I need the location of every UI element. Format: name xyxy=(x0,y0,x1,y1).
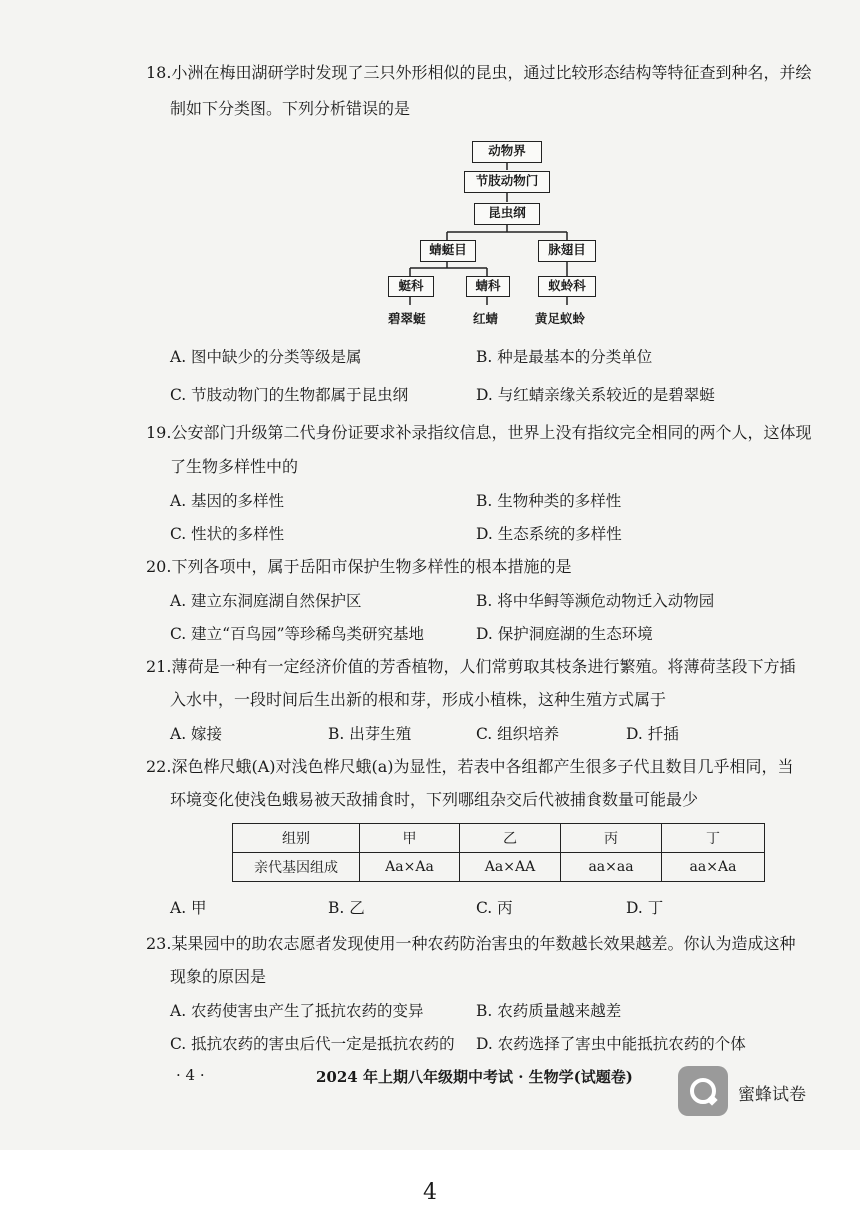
q18-option-c: C. 节肢动物门的生物都属于昆虫纲 xyxy=(170,386,409,404)
q20-option-a: A. 建立东洞庭湖自然保护区 xyxy=(170,592,362,610)
species-label-3: 黄足蚁蛉 xyxy=(535,311,586,326)
page-number: 4 xyxy=(423,1180,437,1205)
q19-stem-line1: 19.公安部门升级第二代身份证要求补录指纹信息，世界上没有指纹完全相同的两个人，这体现 xyxy=(146,423,812,442)
q20-option-c: C. 建立“百鸟园”等珍稀鸟类研究基地 xyxy=(170,625,425,643)
classification-diagram xyxy=(380,135,640,335)
q21-stem-line1: 21.薄荷是一种有一定经济价值的芳香植物，人们常剪取其枝条进行繁殖。将薄荷茎段下方插 xyxy=(146,657,796,676)
q22-option-a: A. 甲 xyxy=(170,899,207,917)
q18-option-b: B. 种是最基本的分类单位 xyxy=(476,348,653,366)
brand-logo-icon[interactable] xyxy=(678,1066,728,1116)
q21-option-b: B. 出芽生殖 xyxy=(328,725,412,743)
table-cell: 亲代基因组成 xyxy=(233,853,360,882)
node-order-neuroptera: 脉翅目 xyxy=(538,240,596,262)
table-header-row xyxy=(233,824,765,853)
q19-option-d: D. 生态系统的多样性 xyxy=(476,525,622,543)
table-row xyxy=(233,853,765,882)
q21-option-d: D. 扦插 xyxy=(626,725,679,743)
q20-option-d: D. 保护洞庭湖的生态环境 xyxy=(476,625,653,643)
q20-stem: 20.下列各项中，属于岳阳市保护生物多样性的根本措施的是 xyxy=(146,557,572,576)
q19-stem-line2: 了生物多样性中的 xyxy=(170,457,299,476)
species-label-1: 碧翠蜓 xyxy=(388,311,426,326)
table-cell: aa×Aa xyxy=(662,853,765,882)
q18-stem-line1: 18.小洲在梅田湖研学时发现了三只外形相似的昆虫，通过比较形态结构等特征查到种名，并绘 xyxy=(146,63,812,82)
q19-option-a: A. 基因的多样性 xyxy=(170,492,285,510)
q22-option-b: B. 乙 xyxy=(328,899,365,917)
q22-stem-line2: 环境变化使浅色蛾易被天敌捕食时，下列哪组杂交后代被捕食数量可能最少 xyxy=(170,790,699,809)
table-header-cell: 乙 xyxy=(460,824,561,853)
node-family-myrmeleontidae: 蚁蛉科 xyxy=(538,276,596,297)
q21-stem-line2: 入水中，一段时间后生出新的根和芽，形成小植株，这种生殖方式属于 xyxy=(170,690,667,709)
node-order-odonata: 蜻蜓目 xyxy=(420,240,476,262)
species-label-2: 红蜻 xyxy=(473,311,499,326)
q23-option-a: A. 农药使害虫产生了抵抗农药的变异 xyxy=(170,1002,424,1020)
q23-option-b: B. 农药质量越来越差 xyxy=(476,1002,622,1020)
table-header-cell: 甲 xyxy=(360,824,460,853)
node-phylum: 节肢动物门 xyxy=(464,171,550,193)
q21-option-c: C. 组织培养 xyxy=(476,725,560,743)
q18-stem-line2: 制如下分类图。下列分析错误的是 xyxy=(170,99,411,118)
q23-option-d: D. 农药选择了害虫中能抵抗农药的个体 xyxy=(476,1035,746,1053)
genotype-table xyxy=(232,823,765,882)
q22-option-d: D. 丁 xyxy=(626,899,664,917)
page-mark: · 4 · xyxy=(176,1066,205,1084)
q23-stem-line1: 23.某果园中的助农志愿者发现使用一种农药防治害虫的年数越长效果越差。你认为造成这种 xyxy=(146,934,796,953)
q20-option-b: B. 将中华鲟等濒危动物迁入动物园 xyxy=(476,592,715,610)
q18-option-d: D. 与红蜻亲缘关系较近的是碧翠蜓 xyxy=(476,386,715,404)
q21-option-a: A. 嫁接 xyxy=(170,725,223,743)
q22-option-c: C. 丙 xyxy=(476,899,513,917)
table-header-cell: 组别 xyxy=(233,824,360,853)
q18-option-a: A. 图中缺少的分类等级是属 xyxy=(170,348,362,366)
table-cell: Aa×AA xyxy=(460,853,561,882)
exam-title: 2024 年上期八年级期中考试 · 生物学(试题卷) xyxy=(316,1068,633,1086)
node-kingdom: 动物界 xyxy=(472,141,542,163)
q23-stem-line2: 现象的原因是 xyxy=(170,967,267,986)
node-class: 昆虫纲 xyxy=(474,203,540,225)
node-family-aeshnidae: 蜓科 xyxy=(388,276,434,297)
table-header-cell: 丙 xyxy=(561,824,662,853)
table-cell: aa×aa xyxy=(561,853,662,882)
node-family-libellulidae: 蜻科 xyxy=(466,276,510,297)
q23-option-c: C. 抵抗农药的害虫后代一定是抵抗农药的 xyxy=(170,1035,455,1053)
table-cell: Aa×Aa xyxy=(360,853,460,882)
brand-name[interactable]: 蜜蜂试卷 xyxy=(738,1085,806,1105)
diagram-connectors xyxy=(380,135,640,335)
table-header-cell: 丁 xyxy=(662,824,765,853)
q19-option-b: B. 生物种类的多样性 xyxy=(476,492,622,510)
q22-stem-line1: 22.深色桦尺蛾(A)对浅色桦尺蛾(a)为显性，若表中各组都产生很多子代且数目几乎相同，当 xyxy=(146,757,794,776)
q19-option-c: C. 性状的多样性 xyxy=(170,525,285,543)
